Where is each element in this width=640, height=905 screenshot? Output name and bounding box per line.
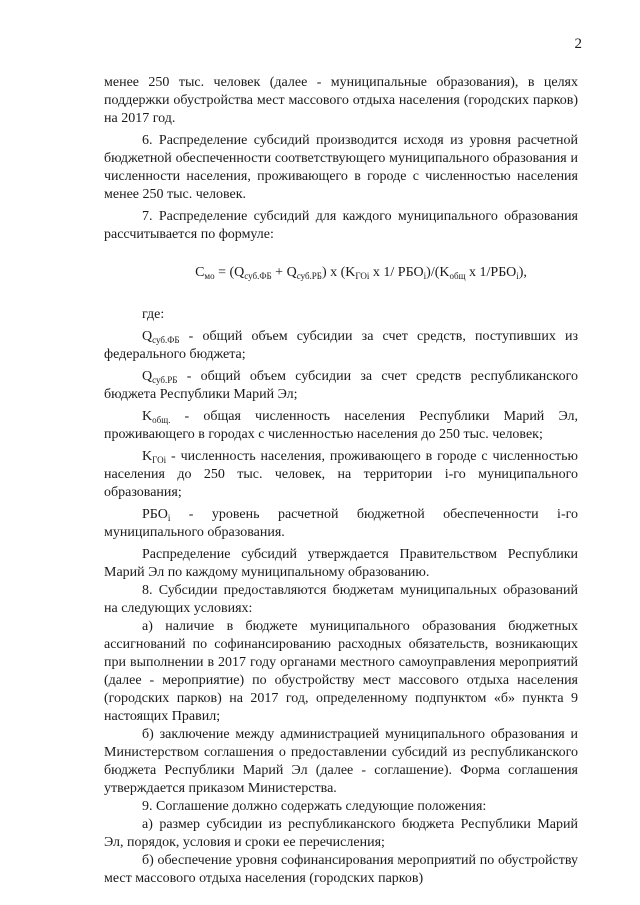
definition-k-go: $K_{ГОi}$ - численность населения, проживающего в городе с численностью населения до 250 тыс. человек, на территории i-го муниципального образования; (104, 449, 578, 500)
paragraph-9a: а) размер субсидии из республиканского бюджета Республики Марий Эл, порядок, условия и сроки ее перечисления; (104, 817, 578, 850)
definition-k-obsh: $K_{общ.}$ - общая численность населения Республики Марий Эл, проживающего в городах с численностью населения до 250 тыс. человек; (104, 409, 578, 442)
document-body (104, 74, 578, 888)
paragraph-intro: менее 250 тыс. человек (далее - муниципальные образования), в целях поддержки обустройства мест массового отдыха населения (городских парков) на 2017 год. (104, 75, 578, 126)
paragraph-8b: б) заключение между администрацией муниципального образования и Министерством соглашения о предоставлении субсидий из республиканского бюджета Республики Марий Эл (далее - соглашение). Форма соглашения утверждается приказом Министерства. (104, 727, 578, 796)
paragraph-8: 8. Субсидии предоставляются бюджетам муниципальных образований на следующих условиях: (104, 583, 578, 616)
distribution-formula: $C_{мо} = (Q_{суб.ФБ} + Q_{суб.РБ})$ x ($K_{ГОi}$ x 1/ $РБО_i)/(K_{общ}$ x $1/РБО_i$), (195, 265, 527, 281)
definition-q-fb: $Q_{суб.ФБ}$ - общий объем субсидии за счет средств, поступивших из федерального бюджета; (104, 329, 578, 362)
paragraph-9: 9. Соглашение должно содержать следующие положения: (142, 799, 487, 814)
definition-q-rb: $Q_{суб.РБ}$ - общий объем субсидии за счет средств республиканского бюджета Республики Марий Эл; (104, 369, 578, 402)
where-label: где: (142, 307, 165, 322)
paragraph-approval: Распределение субсидий утверждается Правительством Республики Марий Эл по каждому муниципальному образованию. (104, 547, 578, 580)
page-number: 2 (574, 36, 582, 52)
paragraph-8a: а) наличие в бюджете муниципального образования бюджетных ассигнований по софинансированию расходных обязательств, возникающих при выполнении в 2017 году органами местного самоуправления мероприятий (далее - мероприятие) по обустройству мест массового отдыха населения (городских парков) на 2017 год, определенному подпунктом «б» пункта 9 настоящих Правил; (104, 619, 578, 724)
definition-rbo: $РБО_i$ - уровень расчетной бюджетной обеспеченности i-го муниципального образования. (104, 507, 578, 540)
paragraph-7: 7. Распределение субсидий для каждого муниципального образования рассчитывается по формуле: (104, 209, 578, 242)
paragraph-9b: б) обеспечение уровня софинансирования мероприятий по обустройству мест массового отдыха населения (городских парков) (104, 853, 578, 886)
paragraph-6: 6. Распределение субсидий производится исходя из уровня расчетной бюджетной обеспеченности соответствующего муниципального образования и численности населения, проживающего в городе с численностью населения менее 250 тыс. человек. (104, 133, 578, 202)
